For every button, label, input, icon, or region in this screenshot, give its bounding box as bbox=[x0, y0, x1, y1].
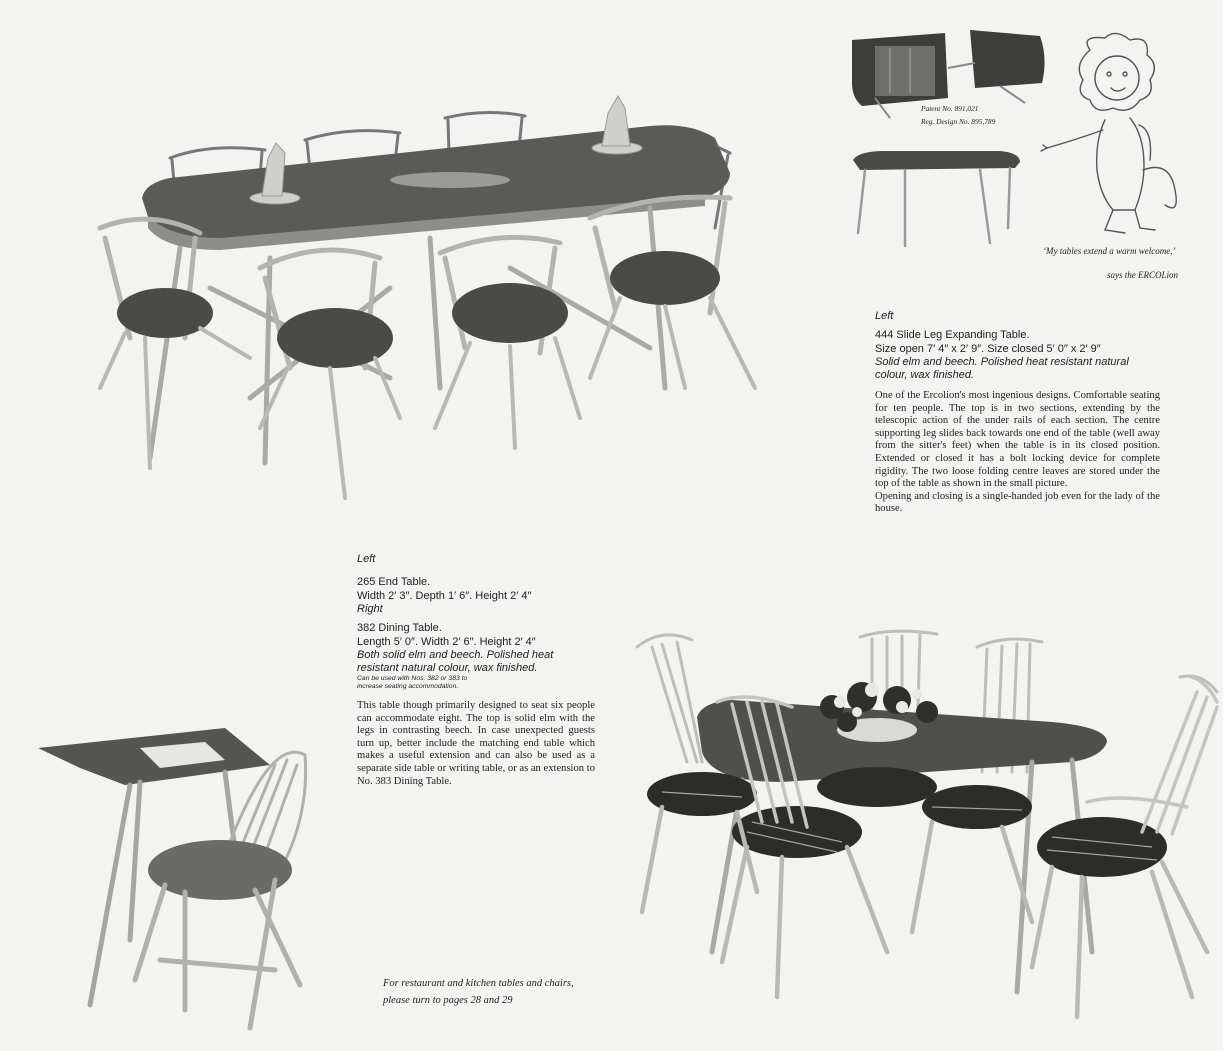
expanding-table-photo bbox=[90, 88, 770, 508]
position-label: Left bbox=[875, 310, 894, 322]
compatibility-note-2: increase seating accommodation. bbox=[357, 683, 459, 690]
lion-attribution: says the ERCOLion bbox=[1107, 270, 1178, 280]
end-table-title: 265 End Table. bbox=[357, 576, 431, 588]
closed-table-photo bbox=[850, 148, 1025, 248]
product-size: Size open 7′ 4″ x 2′ 9″. Size closed 5′ 0″ x 2′ 9″ bbox=[875, 343, 1101, 355]
end-table-photo bbox=[35, 720, 315, 1035]
caption-265-382 bbox=[357, 553, 597, 788]
design-number: Reg. Design No. 895,789 bbox=[921, 117, 996, 126]
position-label-right: Right bbox=[357, 603, 383, 615]
position-label-left: Left bbox=[357, 553, 376, 565]
patent-number: Patent No. 891,021 bbox=[921, 104, 979, 113]
compatibility-note-1: Can be used with Nos. 382 or 383 to bbox=[357, 675, 468, 682]
dining-table-size: Length 5′ 0″. Width 2′ 6″. Height 2′ 4″ bbox=[357, 636, 536, 648]
dining-table-description: This table though primarily designed to seat six people can accommodate eight. The top is solid elm with the legs in contrasting beech. In case unexpected guests turn up, better include the matching end table which makes a useful extension and can also be used as a separate side table or writing table, or as an extension to No. 383 Dining Table. bbox=[357, 700, 595, 787]
dining-table-photo bbox=[632, 622, 1222, 1022]
ercolion-illustration bbox=[1035, 30, 1195, 245]
lion-quote: ‘My tables extend a warm welcome,’ bbox=[1043, 246, 1176, 256]
patent-info bbox=[921, 102, 995, 128]
caption-444 bbox=[875, 310, 1160, 516]
product-description: One of the Ercolion's most ingenious designs. Comfortable seating for ten people. The top is in two sections, extending by the telescopic action of the under rails of each section. The centre supporting leg slides back towards one end of the table (well away from the sitter's feet) when the table is in its closed position. Extended or closed it has a bolt locking device for complete rigidity. The two loose folding centre leaves are stored under the top of the table as shown in the small picture. bbox=[875, 390, 1160, 490]
end-table-size: Width 2′ 3″. Depth 1′ 6″. Height 2′ 4″ bbox=[357, 590, 532, 602]
product-finish: Solid elm and beech. Polished heat resistant natural colour, wax finished. bbox=[875, 356, 1129, 381]
footer-note: For restaurant and kitchen tables and chairs, please turn to pages 28 and 29 bbox=[383, 978, 574, 1006]
product-description-2: Opening and closing is a single-handed job even for the lady of the house. bbox=[875, 490, 1160, 515]
dining-table-finish: Both solid elm and beech. Polished heat resistant natural colour, wax finished. bbox=[357, 649, 554, 674]
dining-table-title: 382 Dining Table. bbox=[357, 622, 442, 634]
product-title: 444 Slide Leg Expanding Table. bbox=[875, 329, 1030, 341]
